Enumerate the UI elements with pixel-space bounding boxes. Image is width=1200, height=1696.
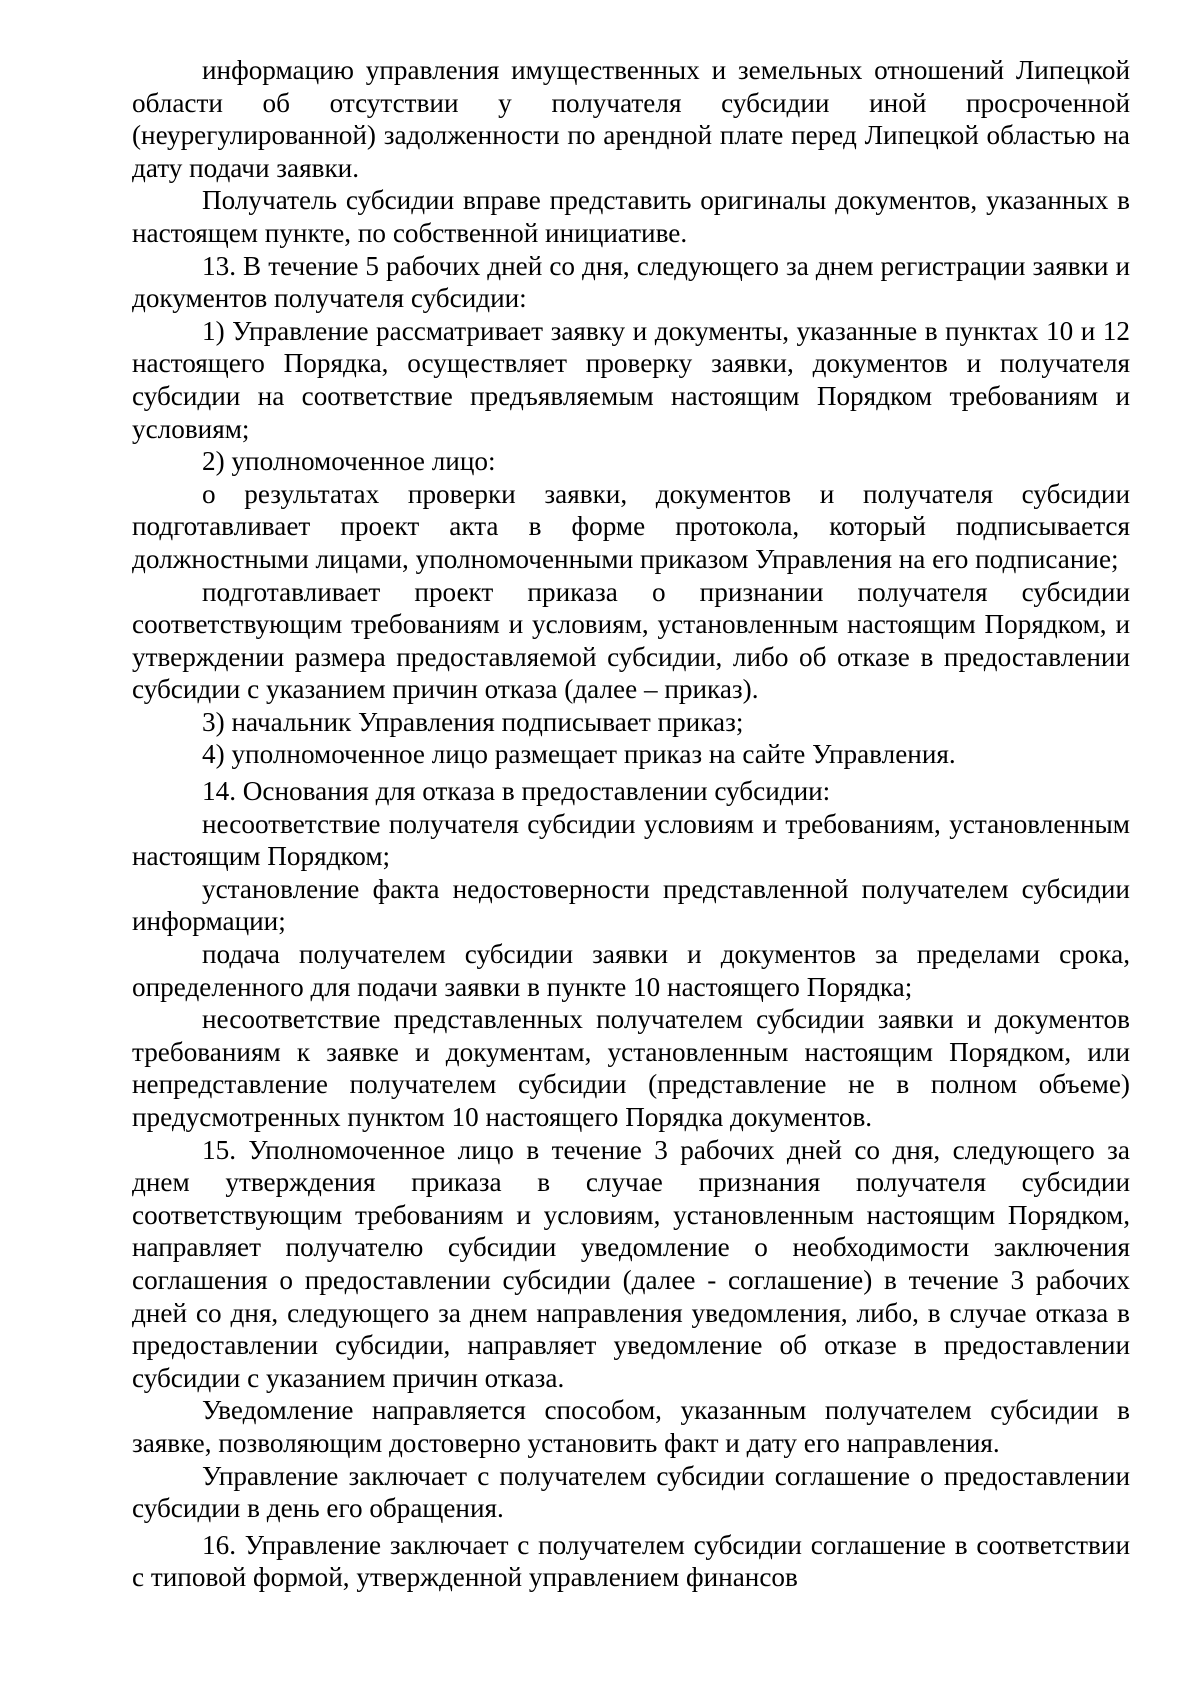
paragraph-item-13-3: 3) начальник Управления подписывает приказ; <box>202 706 744 737</box>
paragraph-originals-right: Получатель субсидии вправе представить оригиналы документов, указанных в настоящем пункте, по собственной инициативе. <box>132 185 1130 248</box>
paragraph-agreement-day: Управление заключает с получателем субсидии соглашение о предоставлении субсидии в день его обращения. <box>132 1460 1130 1524</box>
paragraph-property-relations-info: информацию управления имущественных и земельных отношений Липецкой области об отсутствии у получателя субсидии иной просроченной (неурегулированной) задолженности по арендной плате перед Липецкой областью на дату подачи заявки. <box>132 55 1130 183</box>
paragraph-order-draft: подготавливает проект приказа о признании получателя субсидии соответствующим требованиям и условиям, установленным настоящим Порядком, и утверждении размера предоставляемой субсидии, либо об отказе в предоставлении субсидии с указанием причин отказа (далее – приказ). <box>132 576 1130 705</box>
paragraph-refusal-reason-2: установление факта недостоверности представленной получателем субсидии информации; <box>132 873 1130 937</box>
paragraph-item-15: 15. Уполномоченное лицо в течение 3 рабочих дней со дня, следующего за днем утверждения приказа в случае признания получателя субсидии соответствующим требованиям и условиям, установленным настоящим Порядком, направляет получателю субсидии уведомление о необходимости заключения соглашения о предоставлении субсидии (далее - соглашение) в течение 3 рабочих дней со дня, следующего за днем направления уведомления, либо, в случае отказа в предоставлении субсидии, направляет уведомление об отказе в предоставлении субсидии с указанием причин отказа. <box>132 1134 1130 1393</box>
document-page <box>132 54 1130 1594</box>
paragraph-notification-method: Уведомление направляется способом, указанным получателем субсидии в заявке, позволяющим достоверно установить факт и дату его направления. <box>132 1395 1130 1458</box>
paragraph-refusal-reason-1: несоответствие получателя субсидии условиям и требованиям, установленным настоящим Порядком; <box>132 808 1130 872</box>
paragraph-item-13: 13. В течение 5 рабочих дней со дня, следующего за днем регистрации заявки и документов получателя субсидии: <box>132 250 1130 314</box>
paragraph-item-16: 16. Управление заключает с получателем субсидии соглашение в соответствии с типовой формой, утвержденной управлением финансов <box>132 1529 1130 1593</box>
paragraph-item-13-4: 4) уполномоченное лицо размещает приказ на сайте Управления. <box>202 739 956 770</box>
paragraph-item-13-1: 1) Управление рассматривает заявку и документы, указанные в пунктах 10 и 12 настоящего Порядка, осуществляет проверку заявки, документов и получателя субсидии на соответствие предъявляемым настоящим Порядком требованиям и условиям; <box>132 315 1130 444</box>
paragraph-item-14: 14. Основания для отказа в предоставлении субсидии: <box>202 776 831 807</box>
paragraph-protocol-act: о результатах проверки заявки, документов и получателя субсидии подготавливает проект акта в форме протокола, который подписывается должностными лицами, уполномоченными приказом Управления на его подписание; <box>132 478 1130 574</box>
paragraph-refusal-reason-4: несоответствие представленных получателем субсидии заявки и документов требованиям к заявке и документам, установленным настоящим Порядком, или непредставление получателем субсидии (представление не в полном объеме) предусмотренных пунктом 10 настоящего Порядка документов. <box>132 1004 1130 1132</box>
paragraph-refusal-reason-3: подача получателем субсидии заявки и документов за пределами срока, определенного для подачи заявки в пункте 10 настоящего Порядка; <box>132 939 1130 1002</box>
paragraph-item-13-2: 2) уполномоченное лицо: <box>202 446 496 477</box>
